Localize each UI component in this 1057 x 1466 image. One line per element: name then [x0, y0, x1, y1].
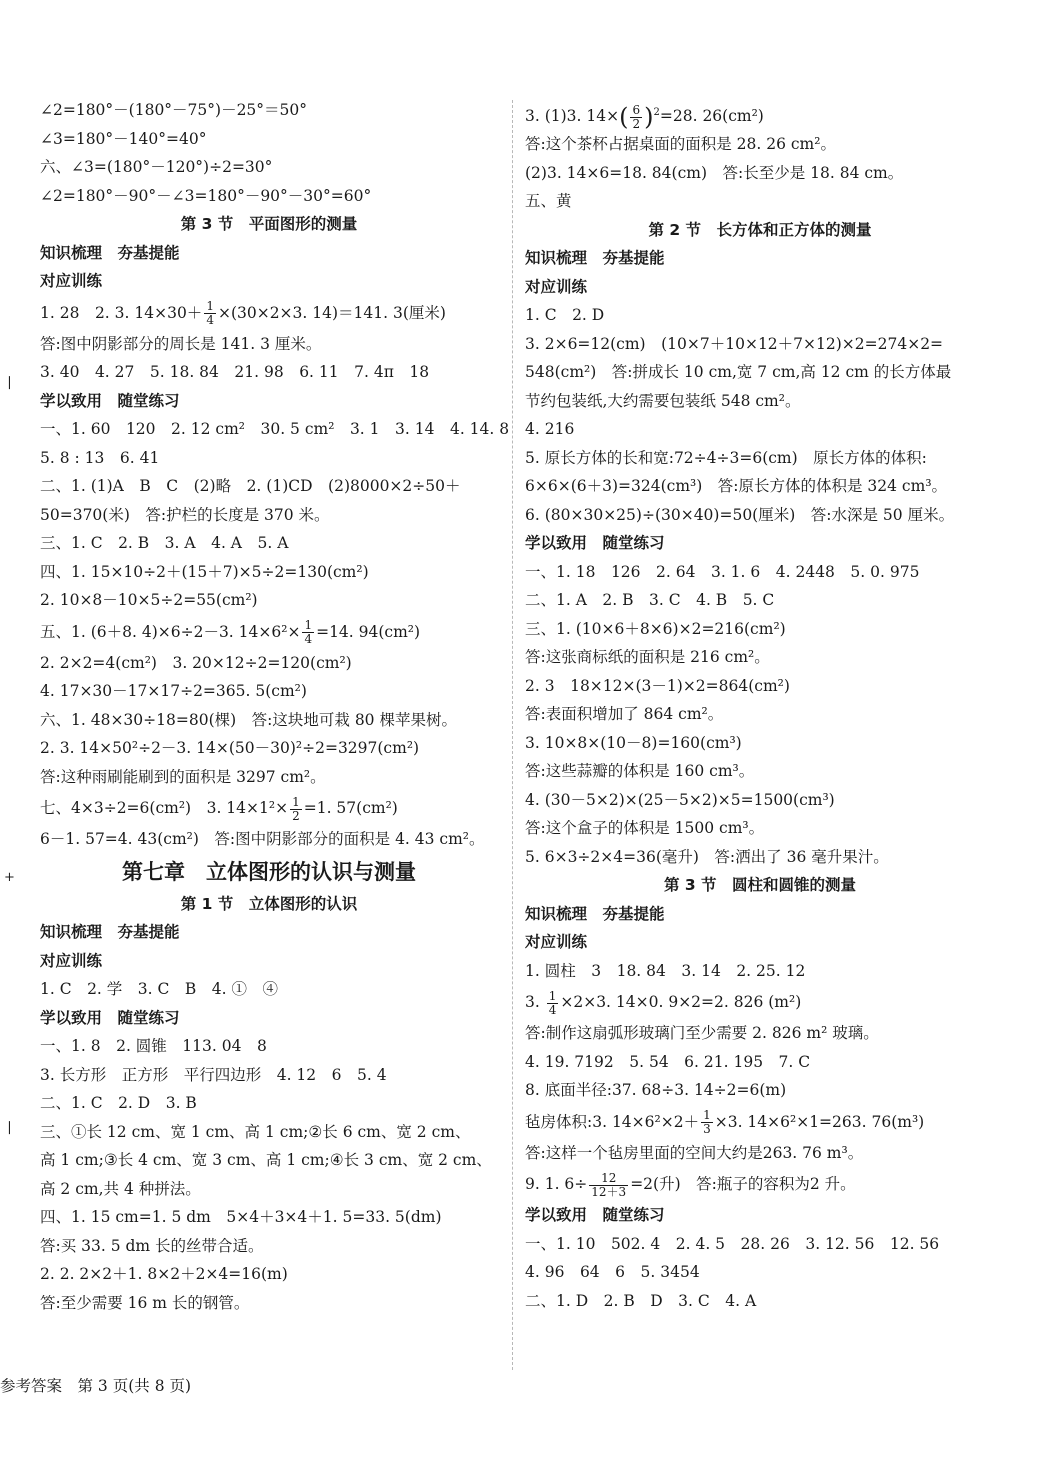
- answer-line: 4. 17×30－17×17÷2=365. 5(cm²): [40, 682, 307, 700]
- fraction-numerator: 12: [589, 1172, 628, 1186]
- fraction-denominator: 2: [632, 116, 641, 131]
- subsection-heading: 学以致用 随堂练习: [40, 1008, 180, 1027]
- chapter-title: 第七章 立体图形的认识与测量: [122, 859, 416, 884]
- line-text: =2(升) 答:瓶子的容积为2 升。: [630, 1175, 856, 1193]
- line-text: 3.: [525, 993, 545, 1011]
- answer-line: [525, 1167, 995, 1201]
- subsection-heading: 对应训练: [525, 277, 588, 296]
- answer-line: 1. C 2. 学 3. C B 4. ① ④: [40, 980, 278, 998]
- answer-line: 2. 3 18×12×(3－1)×2=864(cm²): [525, 676, 790, 695]
- left-paren: (: [619, 103, 629, 132]
- answer-line: 2. 2×2=4(cm²) 3. 20×12÷2=120(cm²): [40, 653, 352, 672]
- answer-line: 4. (30－5×2)×(25－5×2)×5=1500(cm³): [525, 790, 835, 809]
- answer-line: 一、1. 60 120 2. 12 cm² 30. 5 cm² 3. 1 3. 14 4. 14. 8: [40, 420, 510, 438]
- fraction-denominator: 4: [206, 313, 214, 327]
- answer-line: 答:这个盒子的体积是 1500 cm³。: [525, 819, 765, 837]
- fraction: [290, 796, 302, 823]
- line-text: 9. 1. 6÷: [525, 1175, 588, 1193]
- answer-line: 答:这样一个毡房里面的空间大约是263. 76 m³。: [525, 1143, 864, 1162]
- answer-line: 二、1. C 2. D 3. B: [40, 1094, 197, 1112]
- answer-line: 三、1. C 2. B 3. A 4. A 5. A: [40, 534, 289, 552]
- line-text: 七、4×3÷2=6(cm²) 3. 14×1²×: [40, 799, 289, 817]
- subsection-heading: 学以致用 随堂练习: [525, 534, 665, 552]
- answer-line: 答:图中阴影部分的周长是 141. 3 厘米。: [40, 334, 322, 353]
- subsection-heading: 知识梳理 夯基提能: [525, 249, 665, 267]
- answer-line: 3. 2×6=12(cm) (10×7＋10×12＋7×12)×2=274×2=: [525, 334, 944, 353]
- answer-line: 答:这种雨刷能刷到的面积是 3297 cm²。: [40, 767, 326, 786]
- left-column: [40, 96, 510, 1317]
- line-text: =1. 57(cm²): [303, 799, 398, 817]
- answer-line: 4. 96 64 6 5. 3454: [525, 1263, 700, 1281]
- answer-line: 答:至少需要 16 m 长的钢管。: [40, 1293, 250, 1312]
- answer-line: 五、黄: [525, 192, 572, 210]
- answer-line: 5. 6×3÷2×4=36(毫升) 答:洒出了 36 毫升果汁。: [525, 847, 889, 866]
- line-text: 五、1. (6＋8. 4)×6÷2－3. 14×6²×: [40, 622, 301, 641]
- subsection-heading: 知识梳理 夯基提能: [525, 904, 665, 923]
- answer-line: 548(cm²) 答:拼成长 10 cm,宽 7 cm,高 12 cm 的长方体最: [525, 363, 952, 381]
- answer-line: 3. 40 4. 27 5. 18. 84 21. 98 6. 11 7. 4π 18: [40, 363, 430, 381]
- binding-mark: ❘: [4, 375, 15, 390]
- fraction-denominator: 12＋3: [591, 1184, 627, 1199]
- answer-line: 三、1. (10×6＋8×6)×2=216(cm²): [525, 619, 786, 638]
- answer-line: ∠2=180°－90°－∠3=180°－90°－30°=60°: [40, 186, 372, 205]
- answer-line: 1. 圆柱 3 18. 84 3. 14 2. 25. 12: [525, 961, 806, 980]
- fraction-numerator: 1: [292, 794, 300, 809]
- answer-line: 高 2 cm,共 4 种拼法。: [40, 1179, 201, 1198]
- fraction: [630, 104, 642, 131]
- answer-line: ∠2=180°－(180°－75°)－25°＝50°: [40, 101, 308, 119]
- answer-line: 一、1. 18 126 2. 64 3. 1. 6 4. 2448 5. 0. 975: [525, 562, 920, 581]
- answer-line: [525, 985, 995, 1019]
- answer-line: 答:买 33. 5 dm 长的丝带合适。: [40, 1236, 264, 1255]
- answer-line: 5. 原长方体的长和宽:72÷4÷3=6(cm) 原长方体的体积:: [525, 448, 927, 467]
- answer-line: 四、1. 15×10÷2＋(15＋7)×5÷2=130(cm²): [40, 562, 369, 581]
- fraction-numerator: 6: [632, 102, 641, 117]
- answer-line: ∠3=180°－140°=40°: [40, 129, 207, 148]
- fraction: [302, 619, 314, 646]
- answer-line: 答:制作这扇弧形玻璃门至少需要 2. 826 m² 玻璃。: [525, 1024, 879, 1042]
- answer-line: 4. 216: [525, 420, 575, 438]
- fraction-denominator: 3: [703, 1122, 711, 1136]
- answer-line: 6－1. 57=4. 43(cm²) 答:图中阴影部分的面积是 4. 43 cm²。: [40, 830, 485, 848]
- answer-line: (2)3. 14×6=18. 84(cm) 答:长至少是 18. 84 cm。: [525, 163, 904, 182]
- exponent: 2: [653, 107, 660, 118]
- answer-line: 答:这些蒜瓣的体积是 160 cm³。: [525, 762, 755, 780]
- right-column: [525, 96, 995, 1315]
- answer-line: [40, 791, 498, 825]
- line-text: =14. 94(cm²): [316, 622, 421, 641]
- answer-line: 六、∠3=(180°－120°)÷2=30°: [40, 158, 273, 176]
- answer-line: [525, 1105, 995, 1139]
- answer-line: 六、1. 48×30÷18=80(棵) 答:这块地可栽 80 棵苹果树。: [40, 710, 457, 729]
- answer-line: 一、1. 10 502. 4 2. 4. 5 28. 26 3. 12. 56 12. 56: [525, 1234, 940, 1253]
- section-title: 第 3 节 圆柱和圆锥的测量: [663, 876, 857, 894]
- right-paren: ): [644, 103, 654, 132]
- fraction: [701, 1109, 713, 1136]
- answer-line: 8. 底面半径:37. 68÷3. 14÷2=6(m): [525, 1081, 787, 1099]
- fraction: [547, 990, 559, 1017]
- answer-line: 二、1. (1)A B C (2)略 2. (1)CD (2)8000×2÷50＋: [40, 477, 461, 495]
- answer-line: 答:这张商标纸的面积是 216 cm²。: [525, 648, 770, 666]
- answer-line: 3. 长方形 正方形 平行四边形 4. 12 6 5. 4: [40, 1065, 387, 1084]
- subsection-heading: 对应训练: [40, 272, 103, 290]
- fraction-numerator: 1: [304, 618, 313, 632]
- page-footer: 参考答案 第 3 页(共 8 页): [0, 1377, 192, 1395]
- fraction-numerator: 1: [703, 1108, 711, 1122]
- fraction-denominator: 4: [304, 632, 313, 646]
- fraction-numerator: 1: [548, 988, 557, 1003]
- answer-line: 2. 10×8－10×5÷2=55(cm²): [40, 591, 258, 609]
- subsection-heading: 对应训练: [40, 951, 103, 970]
- answer-line: 答:这个茶杯占据桌面的面积是 28. 26 cm²。: [525, 135, 836, 153]
- answer-line: 4. 19. 7192 5. 54 6. 21. 195 7. C: [525, 1052, 811, 1071]
- answer-line: 三、①长 12 cm、宽 1 cm、高 1 cm;②长 6 cm、宽 2 cm、: [40, 1122, 471, 1141]
- answer-line: 2. 2. 2×2＋1. 8×2＋2×4=16(m): [40, 1265, 288, 1283]
- answer-line: 3. 10×8×(10－8)=160(cm³): [525, 733, 742, 752]
- answer-line: [40, 615, 498, 649]
- line-text: ×2×3. 14×0. 9×2=2. 826 (m²): [560, 993, 802, 1011]
- subsection-heading: 知识梳理 夯基提能: [40, 243, 180, 262]
- answer-line: 50=370(米) 答:护栏的长度是 370 米。: [40, 505, 330, 524]
- answer-line: 高 1 cm;③长 4 cm、宽 3 cm、高 1 cm;④长 3 cm、宽 2 cm、: [40, 1151, 492, 1169]
- section-title: 第 2 节 长方体和正方体的测量: [648, 220, 872, 239]
- answer-line: 答:表面积增加了 864 cm²。: [525, 705, 724, 723]
- line-text: 3. (1)3. 14×: [525, 107, 620, 126]
- section-title: 第 3 节 平面图形的测量: [180, 215, 358, 233]
- line-text: =28. 26(cm²): [659, 107, 764, 126]
- fraction-denominator: 2: [292, 808, 300, 823]
- answer-line: 节约包装纸,大约需要包装纸 548 cm²。: [525, 391, 801, 410]
- subsection-heading: 学以致用 随堂练习: [525, 1206, 665, 1224]
- answer-line: 一、1. 8 2. 圆锥 113. 04 8: [40, 1037, 267, 1055]
- section-title: 第 1 节 立体图形的认识: [180, 894, 358, 913]
- line-text: 1. 28 2. 3. 14×30＋: [40, 303, 203, 322]
- answer-line: 二、1. A 2. B 3. C 4. B 5. C: [525, 591, 775, 609]
- answer-line: 2. 3. 14×50²÷2－3. 14×(50－30)²÷2=3297(cm²): [40, 739, 420, 757]
- line-text: ×(30×2×3. 14)＝141. 3(厘米): [217, 303, 446, 322]
- binding-mark: ❘: [4, 1120, 15, 1135]
- answer-line: 四、1. 15 cm=1. 5 dm 5×4＋3×4＋1. 5=33. 5(dm): [40, 1208, 442, 1226]
- answer-line: [525, 96, 995, 130]
- answer-line: 6. (80×30×25)÷(30×40)=50(厘米) 答:水深是 50 厘米。: [525, 505, 955, 524]
- column-divider: [512, 100, 513, 1370]
- answer-line: 二、1. D 2. B D 3. C 4. A: [525, 1291, 757, 1310]
- fraction-numerator: 1: [206, 299, 214, 313]
- answer-line: 1. C 2. D: [525, 306, 605, 324]
- binding-mark: +: [4, 870, 15, 885]
- fraction: [204, 300, 216, 327]
- subsection-heading: 对应训练: [525, 933, 588, 951]
- answer-line: [40, 296, 498, 330]
- line-text: 毡房体积:3. 14×6²×2＋: [525, 1112, 700, 1131]
- fraction-denominator: 4: [548, 1002, 557, 1017]
- subsection-heading: 学以致用 随堂练习: [40, 391, 180, 410]
- answer-line: 6×6×(6＋3)=324(cm³) 答:原长方体的体积是 324 cm³。: [525, 477, 948, 495]
- answer-line: 5. 8 : 13 6. 41: [40, 448, 160, 467]
- subsection-heading: 知识梳理 夯基提能: [40, 923, 180, 941]
- line-text: ×3. 14×6²×1=263. 76(m³): [714, 1112, 925, 1131]
- fraction: [589, 1172, 628, 1199]
